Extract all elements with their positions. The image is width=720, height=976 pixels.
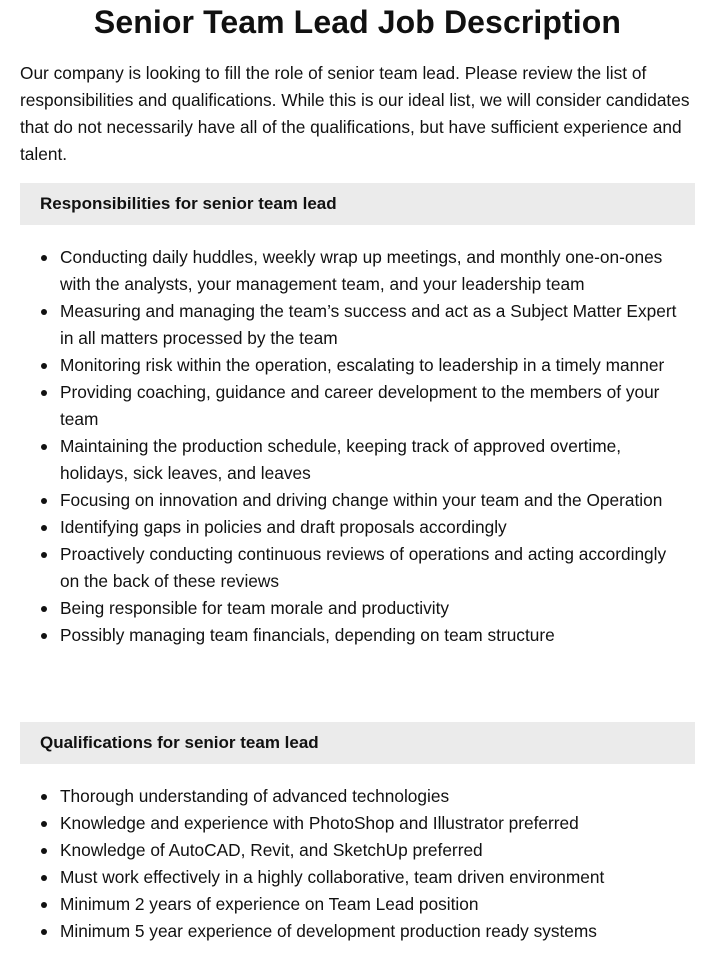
list-item: Thorough understanding of advanced technologies	[20, 783, 680, 810]
responsibilities-list	[20, 244, 680, 649]
list-item: Identifying gaps in policies and draft proposals accordingly	[20, 514, 680, 541]
list-item: Knowledge of AutoCAD, Revit, and SketchUp preferred	[20, 837, 680, 864]
list-item: Monitoring risk within the operation, escalating to leadership in a timely manner	[20, 352, 680, 379]
list-item: Focusing on innovation and driving change within your team and the Operation	[20, 487, 680, 514]
qualifications-heading: Qualifications for senior team lead	[20, 722, 695, 764]
responsibilities-heading: Responsibilities for senior team lead	[20, 183, 695, 225]
list-item: Being responsible for team morale and productivity	[20, 595, 680, 622]
list-item: Proactively conducting continuous reviews of operations and acting accordingly on the back of these reviews	[20, 541, 680, 595]
list-item: Minimum 2 years of experience on Team Lead position	[20, 891, 680, 918]
list-item: Knowledge and experience with PhotoShop and Illustrator preferred	[20, 810, 680, 837]
list-item: Maintaining the production schedule, keeping track of approved overtime, holidays, sick leaves, and leaves	[20, 433, 680, 487]
list-item: Providing coaching, guidance and career development to the members of your team	[20, 379, 680, 433]
list-item: Minimum 5 year experience of development production ready systems	[20, 918, 680, 945]
list-item: Measuring and managing the team’s success and act as a Subject Matter Expert in all matters processed by the team	[20, 298, 680, 352]
list-item: Must work effectively in a highly collaborative, team driven environment	[20, 864, 680, 891]
intro-paragraph: Our company is looking to fill the role of senior team lead. Please review the list of responsibilities and qualifications. While this is our ideal list, we will consider candidates that do not necessarily have all of the qualifications, but have sufficient experience and talent.	[20, 63, 690, 164]
list-item: Possibly managing team financials, depending on team structure	[20, 622, 680, 649]
list-item: Conducting daily huddles, weekly wrap up meetings, and monthly one-on-ones with the analysts, your management team, and your leadership team	[20, 244, 680, 298]
page-title: Senior Team Lead Job Description	[93, 4, 622, 40]
qualifications-list	[20, 783, 680, 945]
